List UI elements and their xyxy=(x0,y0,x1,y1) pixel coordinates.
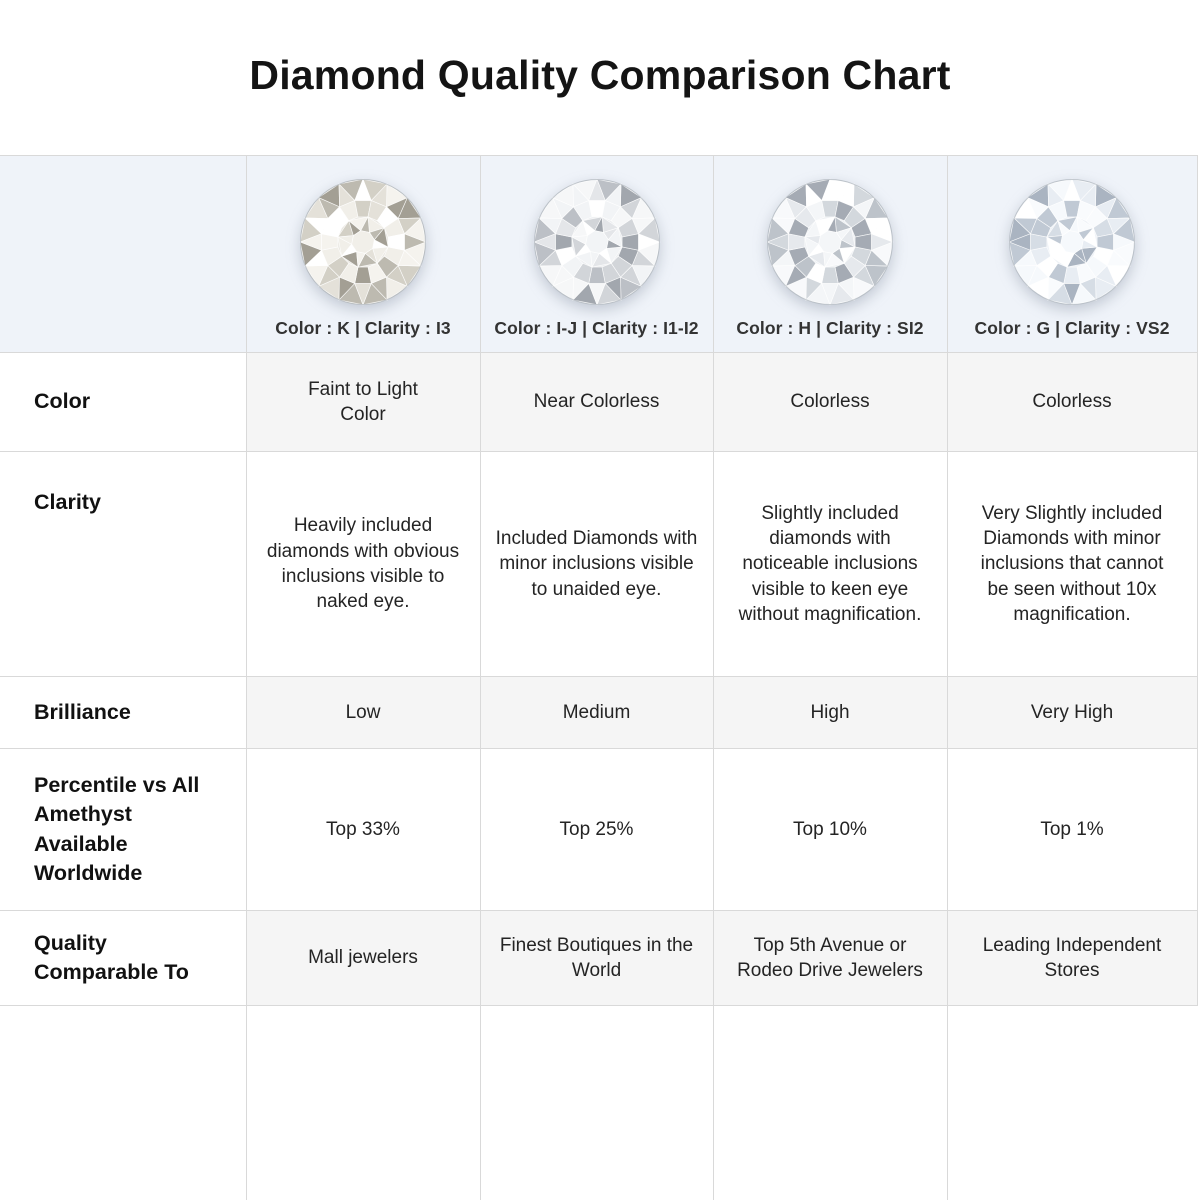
table-cell: Faint to Light Color xyxy=(246,353,480,452)
header-corner-cell xyxy=(0,156,246,353)
table-cell: Mall jewelers xyxy=(246,911,480,1006)
diamond-caption: Color : I-J | Clarity : I1-I2 xyxy=(494,317,699,338)
empty-cell xyxy=(0,1006,246,1200)
table-cell: Very Slightly included Diamonds with minor inclusions that cannot be seen without 10x magnification. xyxy=(947,452,1197,677)
table-row-empty xyxy=(0,1006,1197,1200)
column-header xyxy=(713,156,947,353)
diamond-image xyxy=(1008,178,1136,306)
empty-cell xyxy=(713,1006,947,1200)
empty-cell xyxy=(246,1006,480,1200)
row-label: Brilliance xyxy=(0,677,246,749)
table-cell: Top 33% xyxy=(246,749,480,911)
table-cell: Included Diamonds with minor inclusions visible to unaided eye. xyxy=(480,452,713,677)
row-label: Clarity xyxy=(0,452,246,677)
diamond-image xyxy=(533,178,661,306)
row-label: Color xyxy=(0,353,246,452)
table-row-clarity xyxy=(0,452,1197,677)
table-row-quality xyxy=(0,911,1197,1006)
table-cell: Low xyxy=(246,677,480,749)
table-cell: Top 25% xyxy=(480,749,713,911)
table-cell: Finest Boutiques in the World xyxy=(480,911,713,1006)
table-cell: Slightly included diamonds with noticeable inclusions visible to keen eye without magnification. xyxy=(713,452,947,677)
table-cell: Colorless xyxy=(947,353,1197,452)
diamond-caption: Color : K | Clarity : I3 xyxy=(275,317,451,338)
diamond-image xyxy=(766,178,894,306)
empty-cell xyxy=(947,1006,1197,1200)
row-label: Quality Comparable To xyxy=(0,911,246,1006)
table-cell: Colorless xyxy=(713,353,947,452)
page-title: Diamond Quality Comparison Chart xyxy=(249,52,951,98)
comparison-table xyxy=(0,155,1198,1200)
column-header xyxy=(480,156,713,353)
table-row-percentile xyxy=(0,749,1197,911)
table-cell: Heavily included diamonds with obvious inclusions visible to naked eye. xyxy=(246,452,480,677)
table-row-brilliance xyxy=(0,677,1197,749)
diamond-image xyxy=(299,178,427,306)
row-label: Percentile vs All Amethyst Available Worldwide xyxy=(0,749,246,911)
table-cell: Medium xyxy=(480,677,713,749)
table-row-color xyxy=(0,353,1197,452)
header-row xyxy=(0,156,1197,353)
column-header xyxy=(947,156,1197,353)
table-cell: Very High xyxy=(947,677,1197,749)
table-cell: Top 5th Avenue or Rodeo Drive Jewelers xyxy=(713,911,947,1006)
table-cell: Leading Independent Stores xyxy=(947,911,1197,1006)
diamond-caption: Color : H | Clarity : SI2 xyxy=(736,317,924,338)
table-cell: Top 10% xyxy=(713,749,947,911)
empty-cell xyxy=(480,1006,713,1200)
table-cell: Near Colorless xyxy=(480,353,713,452)
column-header xyxy=(246,156,480,353)
table-cell: Top 1% xyxy=(947,749,1197,911)
table-cell: High xyxy=(713,677,947,749)
diamond-caption: Color : G | Clarity : VS2 xyxy=(974,317,1170,338)
